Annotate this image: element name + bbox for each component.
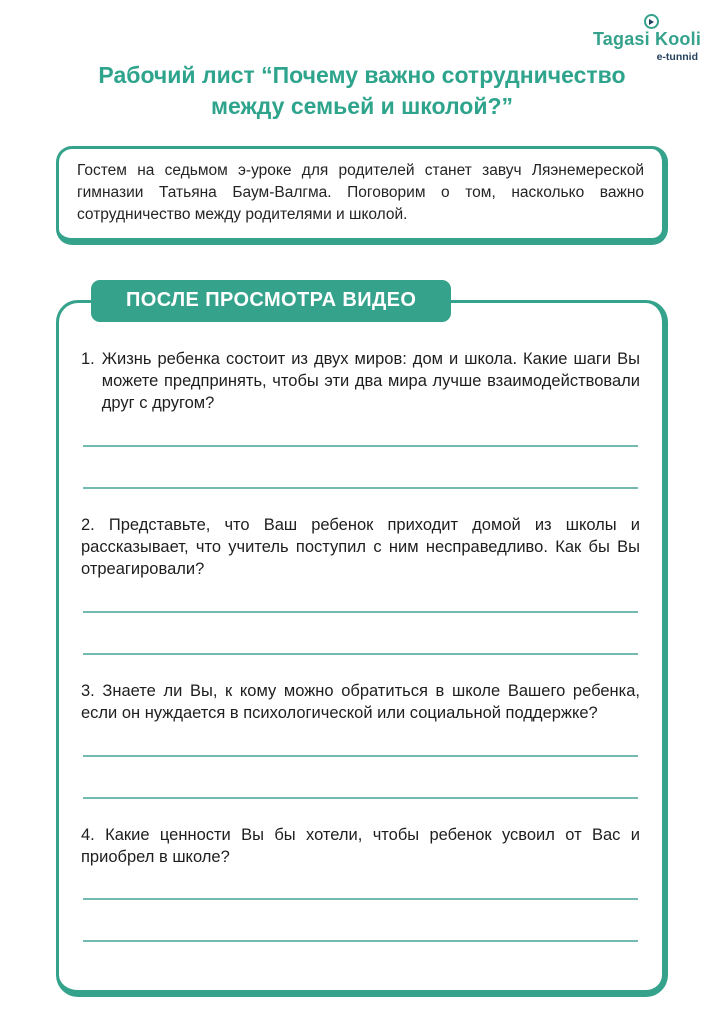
page-title: Рабочий лист “Почему важно сотрудничество между семьей и школой?” (98, 62, 626, 120)
play-triangle-icon (649, 19, 654, 25)
answer-line (83, 447, 638, 489)
answer-line (83, 868, 638, 900)
question-number: 4. (81, 825, 95, 844)
answer-line (83, 415, 638, 447)
question-body: Знаете ли Вы, к кому можно обратиться в школе Вашего ребенка, если он нуждается в психологической или социальной поддержке? (81, 681, 640, 722)
question-body: Представьте, что Ваш ребенок приходит домой из школы и рассказывает, что учитель поступил с ним несправедливо. Как бы Вы отреагировали? (81, 515, 640, 578)
question-2 (81, 515, 640, 655)
question-body: Жизнь ребенка состоит из двух миров: дом и школа. Какие шаги Вы можете предпринять, чтобы эти два мира лучше взаимодействовали друг с другом? (101, 350, 640, 412)
question-1 (81, 349, 640, 489)
answer-line (83, 581, 638, 613)
after-video-section (56, 289, 668, 997)
answer-line (83, 613, 638, 655)
question-2-text (81, 515, 640, 581)
question-body: Какие ценности Вы бы хотели, чтобы ребенок усвоил от Вас и приобрел в школе? (81, 825, 640, 866)
question-4-text (81, 825, 640, 869)
logo-brand-text: Tagasi Kooli (592, 29, 702, 49)
answer-line (83, 757, 638, 799)
answer-line (83, 900, 638, 942)
question-3 (81, 681, 640, 799)
play-circle-icon (644, 14, 659, 29)
question-1-text (81, 349, 640, 415)
logo-subtitle: e-tunnid (656, 50, 698, 63)
intro-text: Гостем на седьмом э-уроке для родителей станет завуч Ляэнемереской гимназии Татьяна Баум-Валгма. Поговорим о том, насколько важно сотрудничество между родителями и школой. (77, 162, 644, 224)
tagasi-kooli-logo (582, 14, 712, 63)
intro-box (56, 146, 668, 245)
question-number: 1. (81, 350, 95, 369)
question-number: 2. (81, 515, 95, 534)
section-header-badge: ПОСЛЕ ПРОСМОТРА ВИДЕО (91, 280, 451, 322)
question-3-text (81, 681, 640, 725)
question-4 (81, 825, 640, 943)
question-number: 3. (81, 681, 95, 700)
answer-line (83, 725, 638, 757)
